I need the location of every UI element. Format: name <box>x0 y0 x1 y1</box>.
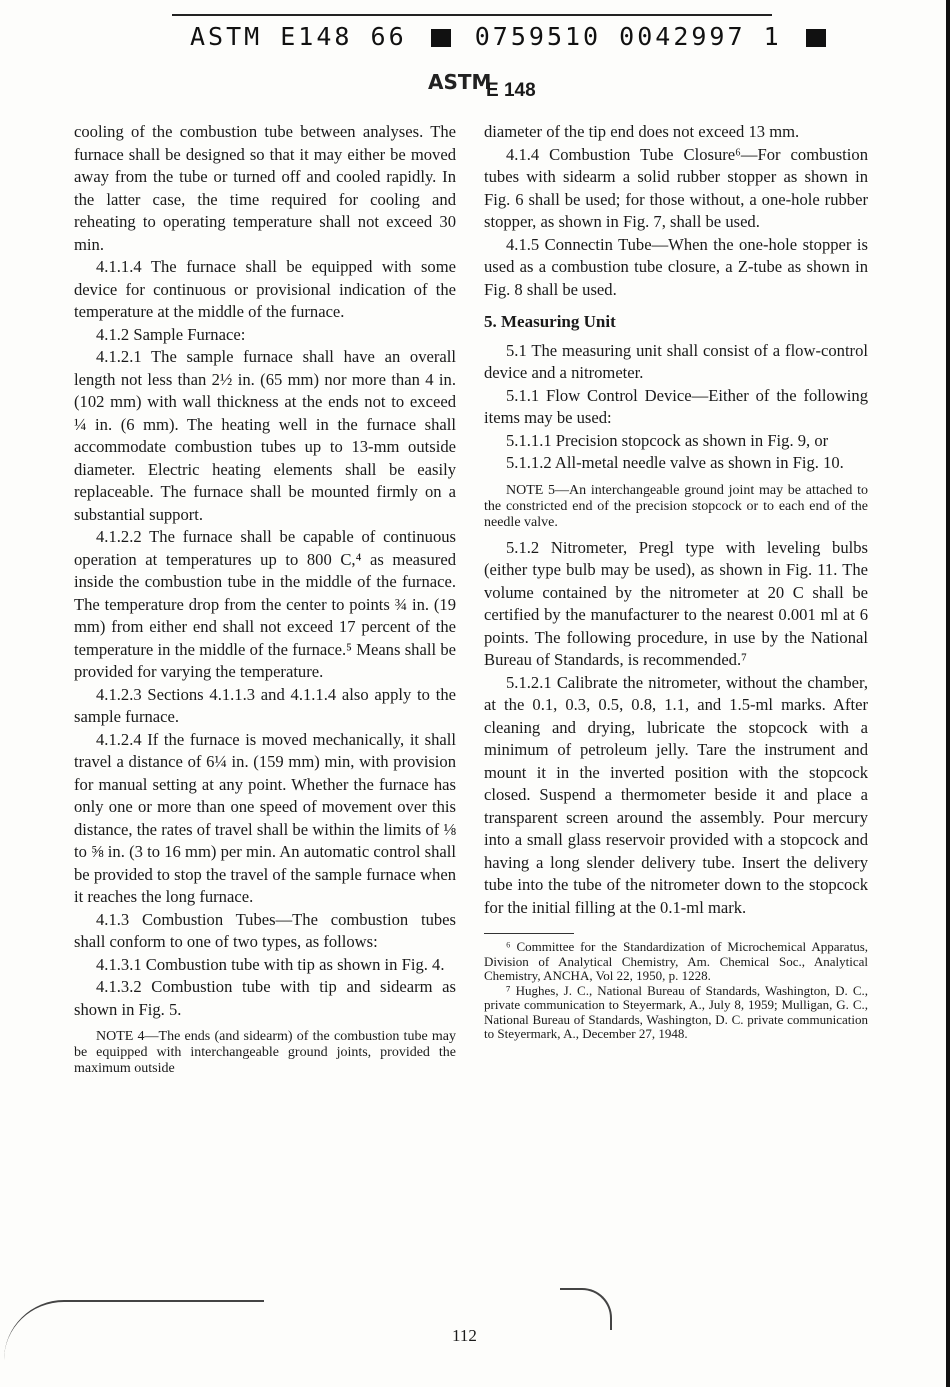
paragraph: 5.1.2 Nitrometer, Pregl type with leveling bulbs (either type bulb may be used), as shown in Fig. 11. The volume contained by the nitrometer at 20 C shall be certified by the manufacturer to the nearest 0.001 ml at 6 points. The following procedure, in use by the National Bureau of Standards, is recommended.⁷ <box>484 537 868 669</box>
note: NOTE 5—An interchangeable ground joint may be attached to the constricted end of the precision stopcock or to each end of the needle valve. <box>484 482 868 530</box>
page-curl-mark <box>4 1300 264 1362</box>
note: NOTE 4—The ends (and sidearm) of the combustion tube may be equipped with interchangeable ground joints, provided the maximum outside <box>74 1029 456 1076</box>
paragraph: 4.1.2.4 If the furnace is moved mechanically, it shall travel a distance of 6¼ in. (159 mm) min, with provision for manual setting at any point. Whether the furnace has only one or more than one speed of movement over this distance, the rates of travel shall be within the limits of ⅛ to ⅝ in. (3 to 16 mm) per min. An automatic control shall be provided to stop the travel of the sample furnace when it reaches the long furnace. <box>74 729 456 906</box>
paragraph: 5.1.1.2 All-metal needle valve as shown in Fig. 10. <box>506 453 844 472</box>
header-code: ASTM E148 66 <box>190 22 407 51</box>
paragraph: 4.1.5 Connectin Tube—When the one-hole stopper is used as a combustion tube closure, a Z-tube as shown in Fig. 8 shall be used. <box>484 234 868 299</box>
paragraph: cooling of the combustion tube between analyses. The furnace shall be designed so that it may either be moved away from the tube or turned off and cooled rapidly. In the latter case, the time required for cooling and reheating to operating temperature shall not exceed 30 min. <box>74 122 456 254</box>
left-column <box>74 121 456 1083</box>
footnote: ⁷ Hughes, J. C., National Bureau of Standards, Washington, D. C., private communication to Steyermark, A., July 8, 1959; Mulligan, G. C., National Bureau of Standards, Washington, D. C. private communication to Steyermark, A., December 27, 1948. <box>484 982 868 1041</box>
document-header <box>190 22 790 51</box>
section-heading: 5. Measuring Unit <box>484 312 616 331</box>
paragraph: 5.1.1.1 Precision stopcock as shown in Fig. 9, or <box>506 430 829 450</box>
paragraph: 4.1.2.1 The sample furnace shall have an overall length not less than 2½ in. (65 mm) nor more than 4 in. (102 mm) with wall thickness at the ends not to exceed ¼ in. (6 mm). The heating well in the furnace shall accommodate combustion tubes up to 13-mm outside diameter. Electric heating elements shall be easily replaceable. The furnace shall be mounted firmly on a substantial support. <box>74 347 456 524</box>
paragraph: 5.1.2.1 Calibrate the nitrometer, without the chamber, at the 0.1, 0.3, 0.5, 0.8, 1.1, and 1.5-ml marks. After cleaning and drying, lubricate the stopcock with a minimum of petroleum jelly. Tare the instrument and mount it in the inverted position with the stopcock closed. Suspend a thermometer beside it and place a transparent screen around the assembly. Pour mercury into a small glass reservoir provided with a stopcock and having a long slender delivery tube. Insert the delivery tube into the tube of the nitrometer down to the stopcock for the initial filling at the 0.1-ml mark. <box>484 672 868 917</box>
footnote: ⁶ Committee for the Standardization of Microchemical Apparatus, Division of Analytical Chemistry, Am. Chemical Soc., Analytical Chemistry, ANCHA, Vol 22, 1950, p. 1228. <box>484 939 868 983</box>
footnote-rule <box>484 933 574 934</box>
header-rule <box>172 14 772 16</box>
page-curl-mark <box>560 1288 612 1330</box>
header-mark <box>431 29 451 47</box>
paragraph: 4.1.3.2 Combustion tube with tip and sidearm as shown in Fig. 5. <box>74 977 456 1019</box>
paragraph: 4.1.3 Combustion Tubes—The combustion tubes shall conform to one of two types, as follows: <box>74 909 456 951</box>
paragraph: 4.1.4 Combustion Tube Closure⁶—For combustion tubes with sidearm a solid rubber stopper as shown in Fig. 6 shall be used; for those without, a one-hole rubber stopper, as shown in Fig. 7, shall be used. <box>484 144 868 231</box>
right-column <box>484 121 868 1042</box>
standard-designation: E 148 <box>486 80 536 101</box>
paragraph: 4.1.1.4 The furnace shall be equipped with some device for continuous or provisional indication of the temperature at the middle of the furnace. <box>74 257 456 321</box>
paragraph: 4.1.2 Sample Furnace: <box>96 324 246 344</box>
astm-logo: ASTM <box>428 70 492 94</box>
paragraph: 5.1 The measuring unit shall consist of a flow-control device and a nitrometer. <box>484 340 868 382</box>
page-number: 112 <box>452 1326 477 1345</box>
header-mark <box>806 29 826 47</box>
scan-border <box>946 0 950 1387</box>
header-serial: 0759510 0042997 1 <box>474 22 782 51</box>
paragraph: diameter of the tip end does not exceed 13 mm. <box>484 122 800 141</box>
paragraph: 4.1.2.2 The furnace shall be capable of continuous operation at temperatures up to 800 C,⁴ as measured inside the combustion tube in the middle of the furnace. The temperature drop from the center to points ¾ in. (19 mm) from either end shall not exceed 17 percent of the temperature in the middle of the furnace.⁵ Means shall be provided for varying the temperature. <box>74 527 456 681</box>
paragraph: 4.1.3.1 Combustion tube with tip as shown in Fig. 4. <box>96 954 445 974</box>
paragraph: 4.1.2.3 Sections 4.1.1.3 and 4.1.1.4 also apply to the sample furnace. <box>74 684 456 726</box>
paragraph: 5.1.1 Flow Control Device—Either of the following items may be used: <box>484 385 868 427</box>
